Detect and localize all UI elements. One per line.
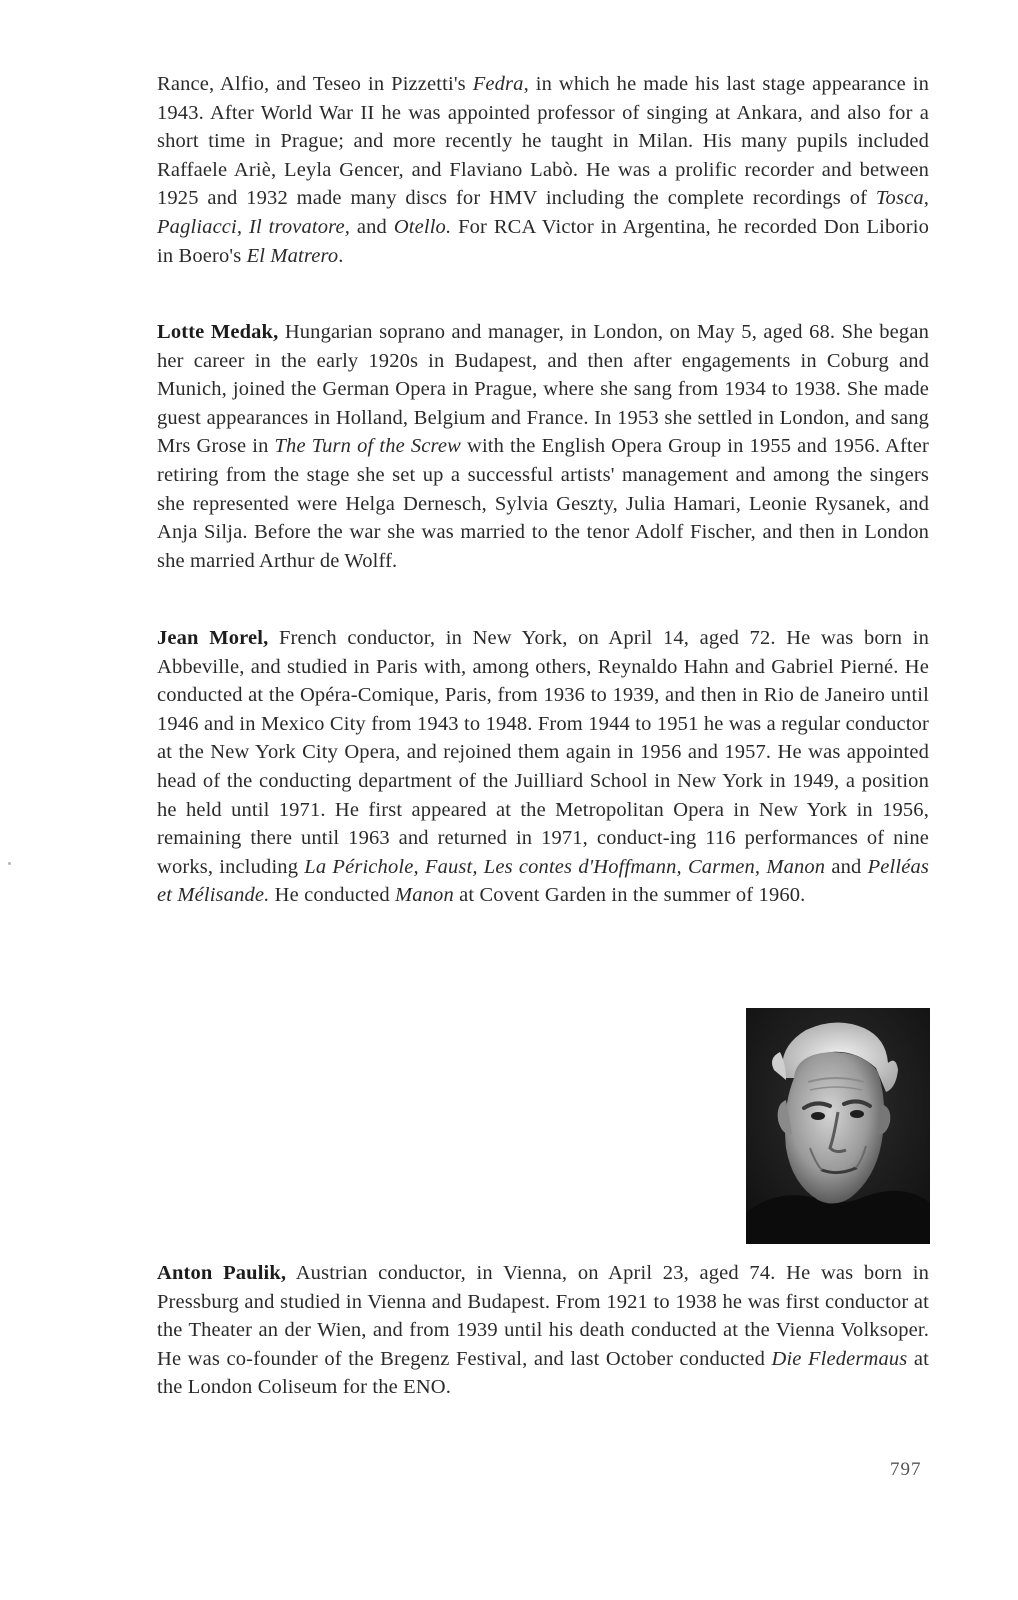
entry-text: at the London Coliseum for the ENO. [157, 1347, 929, 1399]
entry-text: For RCA Victor in Argentina, he recorded Don Liborio in Boero's [157, 215, 929, 267]
entry-text: and [350, 215, 394, 238]
entry-text: . [338, 244, 344, 267]
work-title: Die Fledermaus [771, 1347, 908, 1370]
entry-text: He conducted [269, 884, 396, 907]
obituary-entry-morel [157, 624, 929, 910]
entry-text: with the English Opera Group in 1955 and 1956. After retiring from the stage she set up a successful artists' management and among the singers she represented were Helga Dernesch, Sylvia Geszty, Julia Hamari, Leonie Rysanek, and Anja Silja. Before the war she was married to the tenor Adolf Fischer, and then in London she married Arthur de Wolff. [157, 435, 929, 572]
work-title: La Périchole, Faust, Les contes d'Hoffmann, Carmen, Manon [304, 855, 826, 878]
entry-text: Hungarian soprano and manager, in London, on May 5, aged 68. She began her career in the early 1920s in Budapest, and then after engagements in Coburg and Munich, joined the German Opera in Prague, where she sang from 1934 to 1938. She made guest appearances in Holland, Belgium and France. In 1953 she settled in London, and sang Mrs Grose in [157, 321, 929, 458]
entry-text: Austrian conductor, in Vienna, on April 23, aged 74. He was born in Pressburg and studied in Vienna and Budapest. From 1921 to 1938 he was first conductor at the Theater an der Wien, and from 1939 until his death conducted at the Vienna Volksoper. He was co-founder of the Bregenz Festival, and last October conducted [157, 1262, 929, 1370]
page-number: 797 [890, 1459, 922, 1480]
obituary-entry-medak [157, 318, 929, 575]
work-title: Pelléas et Mélisande. [157, 855, 929, 907]
portrait-photo [746, 1008, 930, 1244]
work-title: Manon [395, 884, 454, 907]
portrait-image [746, 1008, 930, 1244]
work-title: The Turn of the Screw [274, 435, 461, 458]
person-name: Jean Morel, [157, 627, 269, 649]
obituary-entry-rance-continued [157, 70, 929, 270]
obituary-entry-paulik [157, 1259, 929, 1402]
work-title: Fedra [472, 73, 524, 95]
work-title: El Matrero [246, 244, 339, 267]
entry-text: at Covent Garden in the summer of 1960. [453, 884, 806, 907]
scan-speck [8, 862, 11, 865]
person-name: Anton Paulik, [157, 1262, 287, 1284]
entry-text: Rance, Alfio, and Teseo in Pizzetti's [157, 73, 473, 95]
work-title: Otello. [393, 215, 452, 238]
work-title: Tosca, Pagliacci, Il trovatore, [157, 187, 929, 238]
person-name: Lotte Medak, [157, 321, 279, 343]
entry-text: and [825, 855, 868, 878]
entry-text: , in which he made his last stage appearance in 1943. After World War II he was appointed professor of singing at Ankara, and also for a short time in Prague; and more recently he taught in Milan. His many pupils included Raffaele Ariè, Leyla Gencer, and Flaviano Labò. He was a prolific recorder and between 1925 and 1932 made many discs for HMV including the complete recordings of [157, 73, 930, 210]
entry-text: French conductor, in New York, on April 14, aged 72. He was born in Abbeville, and studied in Paris with, among others, Reynaldo Hahn and Gabriel Pierné. He conducted at the Opéra-Comique, Paris, from 1936 to 1939, and then in Rio de Janeiro until 1946 and in Mexico City from 1943 to 1948. From 1944 to 1951 he was a regular conductor at the New York City Opera, and rejoined them again in 1956 and 1957. He was appointed head of the conducting department of the Juilliard School in New York in 1949, a position he held until 1971. He first appeared at the Metropolitan Opera in New York in 1956, remaining there until 1963 and returned in 1971, conduct-ing 116 performances of nine works, including [157, 627, 929, 878]
